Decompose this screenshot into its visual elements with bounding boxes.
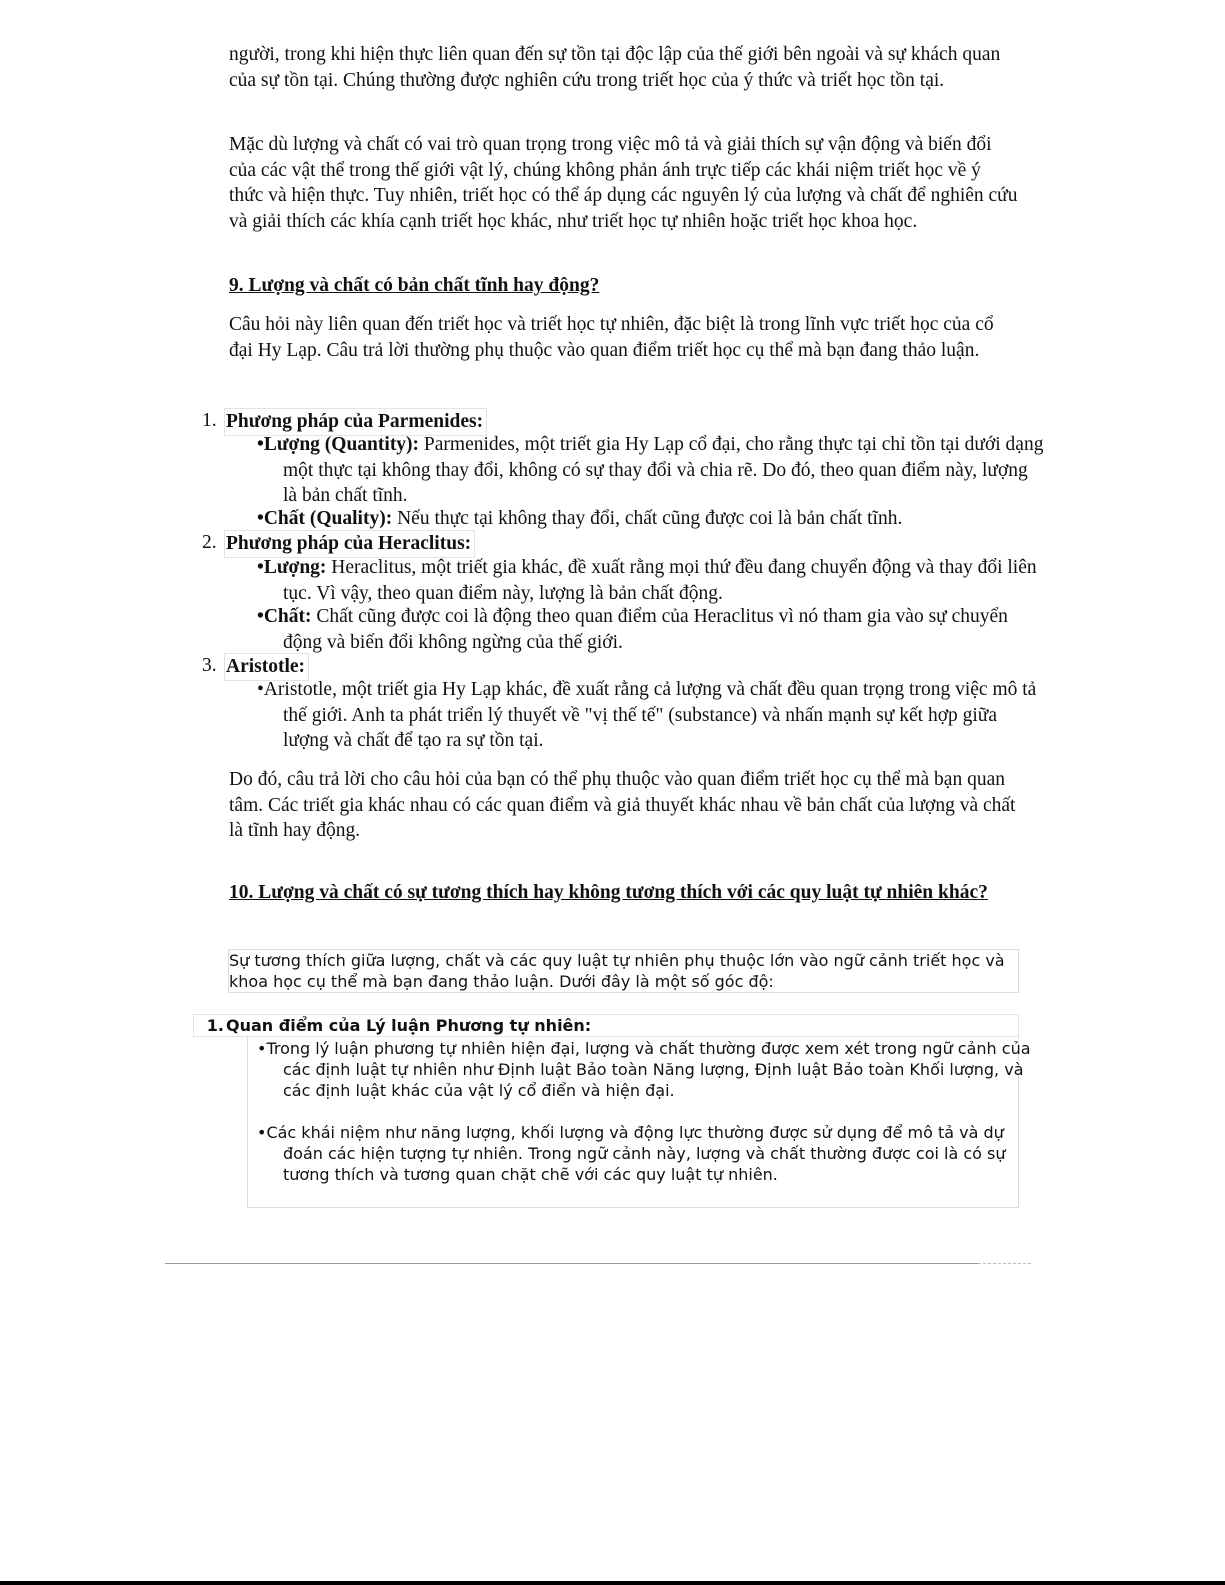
bullet-item: •Các khái niệm như năng lượng, khối lượng và động lực thường được sử dụng để mô tả và dự đoán các hiện tượng tự nhiên. Trong ngữ cảnh này, lượng và chất thường được coi là có sự tương thích và tương quan chặt chẽ với các quy luật tự nhiên. [257,1123,1006,1184]
list-item-title: Phương pháp của Parmenides: [224,408,487,436]
list-item-title: Quan điểm của Lý luận Phương tự nhiên: [226,1016,592,1035]
bullet-item [257,432,1045,509]
list-item-title: Aristotle: [224,653,309,681]
bottom-edge [0,1581,1225,1585]
section-heading-q9: 9. Lượng và chất có bản chất tĩnh hay động? [229,275,600,296]
bullet-text: •Aristotle, một triết gia Hy Lạp khác, đề xuất rằng cả lượng và chất đều quan trọng trong việc mô tả thế giới. Anh ta phát triển lý thuyết về "vị thế tế" (substance) và nhấn mạnh sự kết hợp giữa lượng và chất để tạo ra sự tồn tại. [257,679,1037,751]
intro-paragraph: người, trong khi hiện thực liên quan đến sự tồn tại độc lập của thế giới bên ngoài và sự khách quan của sự tồn tại. Chúng thường được nghiên cứu trong triết học của ý thức và triết học tồn tại. [229,44,1001,91]
bullet-text: Heraclitus, một triết gia khác, đề xuất rằng mọi thứ đều đang chuyển động và thay đổi liên tục. Vì vậy, theo quan điểm này, lượng là bản chất động. [283,557,1037,604]
list-item-heraclitus [202,530,475,558]
bullet-text: Parmenides, một triết gia Hy Lạp cổ đại, cho rằng thực tại chỉ tồn tại dưới dạng một thực tại không thay đổi, không có sự thay đổi và chia rẽ. Do đó, theo quan điểm này, lượng là bản chất tĩnh. [283,434,1044,506]
bullet-label: •Lượng: [257,557,327,578]
bullet-item: •Trong lý luận phương tự nhiên hiện đại, lượng và chất thường được xem xét trong ngữ cảnh của các định luật tự nhiên như Định luật Bảo toàn Năng lượng, Định luật Bảo toàn Khối lượng, và các định luật khác của vật lý cổ điển và hiện đại. [257,1039,1031,1100]
bullet-item [257,604,1045,655]
section-intro-q9: Câu hỏi này liên quan đến triết học và triết học tự nhiên, đặc biệt là trong lĩnh vực triết học của cổ đại Hy Lạp. Câu trả lời thường phụ thuộc vào quan điểm triết học cụ thể mà bạn đang thảo luận. [229,314,994,361]
section-heading-q10: 10. Lượng và chất có sự tương thích hay không tương thích với các quy luật tự nhiên khác? [229,882,988,903]
list-number: 1. [202,410,217,431]
section-intro-q10: Sự tương thích giữa lượng, chất và các quy luật tự nhiên phụ thuộc lớn vào ngữ cảnh triết học và khoa học cụ thể mà bạn đang thảo luận. Dưới đây là một số góc độ: [228,949,1019,993]
bullet-item [257,677,1045,754]
bullet-item [257,555,1045,606]
bullet-item [257,506,1045,532]
section-conclusion-q9: Do đó, câu trả lời cho câu hỏi của bạn có thể phụ thuộc vào quan điểm triết học cụ thể mà bạn quan tâm. Các triết gia khác nhau có các quan điểm và giả thuyết khác nhau về bản chất của lượng và chất là tĩnh hay động. [229,769,1016,841]
bullet-label: •Chất: [257,606,312,627]
bullet-text: Chất cũng được coi là động theo quan điểm của Heraclitus vì nó tham gia vào sự chuyển động và biến đổi không ngừng của thế giới. [283,606,1008,653]
list-item-natural-theory [193,1014,1019,1037]
bullet-label: •Lượng (Quantity): [257,434,420,455]
bullet-label: •Chất (Quality): [257,508,393,529]
footer-rule-dashed [978,1263,1031,1264]
list-item-title: Phương pháp của Heraclitus: [224,530,475,558]
list-number: 1. [206,1016,224,1035]
bullet-text: Nếu thực tại không thay đổi, chất cũng được coi là bản chất tĩnh. [392,508,903,529]
list-number: 2. [202,532,217,553]
footer-rule [165,1263,978,1264]
list-number: 3. [202,655,217,676]
body-paragraph: Mặc dù lượng và chất có vai trò quan trọng trong việc mô tả và giải thích sự vận động và biến đổi của các vật thể trong thế giới vật lý, chúng không phản ánh trực tiếp các khái niệm triết học về ý thức và hiện thực. Tuy nhiên, triết học có thể áp dụng các nguyên lý của lượng và chất để nghiên cứu và giải thích các khía cạnh triết học khác, như triết học tự nhiên hoặc triết học khoa học. [229,134,1018,232]
